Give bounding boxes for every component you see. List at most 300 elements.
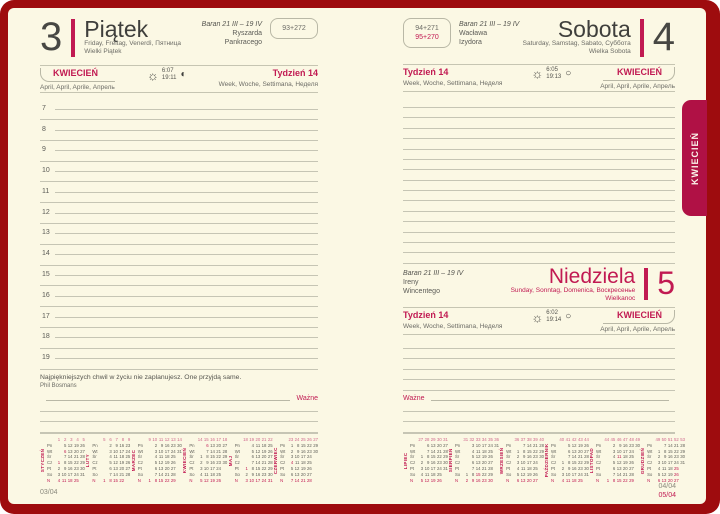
diary-paper bbox=[8, 8, 706, 504]
mini-day-cell: 19 bbox=[210, 478, 215, 484]
mini-month bbox=[131, 437, 182, 484]
mini-day-row bbox=[235, 478, 273, 484]
week-number: 4 bbox=[76, 436, 79, 442]
mini-day-cell: 29 bbox=[680, 448, 685, 454]
accent-bar bbox=[71, 19, 75, 57]
week-column bbox=[403, 67, 502, 87]
mini-day-cell: 16 bbox=[475, 478, 481, 484]
mini-month-grid bbox=[138, 437, 182, 484]
mini-day-cell: 23 bbox=[261, 472, 267, 478]
holiday-label: Wielka Sobota bbox=[588, 48, 631, 55]
mini-day-cell: 23 bbox=[307, 448, 312, 454]
mini-day-cell: 6 bbox=[567, 448, 571, 454]
day-label: Wt bbox=[137, 448, 143, 454]
day-label: Śr bbox=[647, 454, 652, 460]
mini-month-grid bbox=[47, 437, 85, 484]
mini-day-cell: 3 bbox=[200, 466, 203, 472]
mini-day-cell: 19 bbox=[526, 472, 532, 478]
mini-day-cell: 17 bbox=[164, 448, 170, 454]
hour-line bbox=[40, 162, 318, 175]
mini-day-cell: 3 bbox=[154, 448, 158, 454]
mini-day-cell: 17 bbox=[210, 466, 215, 472]
mini-day-cell: 14 bbox=[526, 442, 532, 448]
week-number: 34 bbox=[481, 436, 487, 442]
mini-day-cell: 25 bbox=[629, 454, 634, 460]
day-name: Niedziela bbox=[548, 264, 636, 288]
important-row bbox=[403, 391, 675, 402]
mini-day-cell: 8 bbox=[63, 460, 67, 466]
mini-day-cell: 23 bbox=[533, 454, 538, 460]
week-number: 48 bbox=[629, 436, 634, 442]
week-label: Tydzień 14 bbox=[403, 66, 449, 77]
week-number: 11 bbox=[158, 436, 164, 442]
week-number: 27 bbox=[418, 436, 424, 442]
mini-day-cell: 2 bbox=[420, 460, 424, 466]
week-number: 36 bbox=[494, 436, 500, 442]
mini-day-cell: 18 bbox=[119, 454, 125, 460]
mini-day-cell: 9 bbox=[664, 454, 667, 460]
day-label: Cz bbox=[506, 460, 512, 466]
mini-day-cell: 10 bbox=[61, 472, 67, 478]
hour-line bbox=[40, 286, 318, 299]
mini-day-cell: 31 bbox=[443, 466, 448, 472]
mini-month-grid bbox=[647, 437, 685, 484]
week-number: 15 bbox=[203, 436, 209, 442]
hour-label: 11 bbox=[42, 187, 50, 195]
mini-day-cell: 24 bbox=[629, 448, 634, 454]
mini-month-name: LIPIEC bbox=[403, 452, 408, 469]
week-number: 7 bbox=[115, 436, 118, 442]
mini-day-cell: 27 bbox=[674, 478, 679, 484]
mini-day-cell: 12 bbox=[113, 460, 118, 466]
week-number: 26 bbox=[307, 436, 312, 442]
mini-day-cell: 20 bbox=[436, 442, 442, 448]
mini-day-cell: 8 bbox=[612, 478, 616, 484]
half-hour-line bbox=[40, 131, 318, 141]
name-day: Ireny bbox=[403, 278, 419, 286]
month-column bbox=[600, 67, 675, 90]
mini-day-cell bbox=[312, 478, 318, 484]
mini-day-cell: 5 bbox=[109, 460, 112, 466]
mini-day-cell: 28 bbox=[267, 460, 273, 466]
mini-day-cell: 25 bbox=[533, 466, 538, 472]
week-number: 24 bbox=[294, 436, 300, 442]
mini-day-cell: 5 bbox=[612, 460, 616, 466]
mini-day-cell: 2 bbox=[465, 478, 469, 484]
day-label: So bbox=[595, 472, 602, 478]
mini-day-cell: 12 bbox=[158, 460, 164, 466]
mini-day-cell: 13 bbox=[158, 466, 164, 472]
mini-day-cell: 24 bbox=[533, 460, 538, 466]
mini-day-cell: 17 bbox=[481, 442, 487, 448]
accent-bar bbox=[644, 268, 648, 300]
day-label: Wt bbox=[47, 448, 53, 454]
mini-month-name: SIERPIEŃ bbox=[447, 448, 453, 473]
half-hour-line bbox=[40, 297, 318, 307]
zodiac-label: Baran 21 III – 19 IV bbox=[201, 21, 262, 28]
mini-day-cell: 21 bbox=[261, 460, 267, 466]
mini-day-cell: 20 bbox=[667, 478, 673, 484]
mini-day-cell: 30 bbox=[177, 442, 182, 448]
mini-day-cell: 7 bbox=[290, 478, 294, 484]
mini-day-cell: 5 bbox=[251, 448, 255, 454]
important-label: Ważne bbox=[403, 394, 425, 402]
mini-day-cell: 25 bbox=[267, 442, 273, 448]
mini-day-cell: 8 bbox=[426, 454, 430, 460]
mini-day-cell: 23 bbox=[170, 442, 176, 448]
mini-day-row bbox=[410, 478, 448, 484]
mini-day-cell: 9 bbox=[471, 478, 475, 484]
day-label: Pn bbox=[47, 442, 53, 448]
day-label: Pn bbox=[506, 442, 512, 448]
mini-day-cell: 30 bbox=[443, 460, 448, 466]
week-number: 1 bbox=[57, 436, 61, 442]
mini-month-name: STYCZEŃ bbox=[40, 448, 45, 473]
mini-day-cell: 24 bbox=[436, 466, 442, 472]
important-label: Ważne bbox=[296, 394, 318, 402]
important-line bbox=[431, 400, 669, 401]
week-number: 42 bbox=[571, 436, 577, 442]
mini-day-cell: 25 bbox=[125, 454, 131, 460]
month-tab: KWIECIEŃ bbox=[603, 310, 675, 324]
mini-day-cell: 30 bbox=[313, 448, 318, 454]
mini-day-cell: 17 bbox=[119, 448, 125, 454]
mini-day-cell: 14 bbox=[430, 448, 436, 454]
mini-day-cell: 5 bbox=[516, 472, 520, 478]
mini-day-cell: 24 bbox=[674, 460, 679, 466]
week-number: 30 bbox=[436, 436, 442, 442]
mini-day-cell: 11 bbox=[158, 454, 164, 460]
week-number: 37 bbox=[520, 436, 526, 442]
mini-day-cell: 25 bbox=[674, 466, 679, 472]
hour-label: 14 bbox=[42, 250, 50, 258]
mini-day-cell: 2 bbox=[245, 472, 248, 478]
mini-day-cell: 20 bbox=[164, 466, 170, 472]
day-label: So bbox=[506, 472, 512, 478]
mini-day-cell: 2 bbox=[612, 442, 616, 448]
mini-day-cell: 31 bbox=[680, 460, 685, 466]
mini-day-cell: 24 bbox=[488, 442, 493, 448]
mini-day-cell: 3 bbox=[561, 472, 565, 478]
mini-day-cell: 24 bbox=[73, 472, 79, 478]
mini-day-cell: 20 bbox=[622, 466, 628, 472]
mini-day-cell: 4 bbox=[420, 472, 424, 478]
mini-day-cell: 23 bbox=[125, 442, 131, 448]
week-number: 49 bbox=[635, 436, 641, 442]
mini-day-cell: 22 bbox=[216, 454, 222, 460]
hour-label: 17 bbox=[42, 312, 50, 320]
mini-day-cell: 18 bbox=[571, 478, 577, 484]
mini-day-cell: 8 bbox=[109, 478, 112, 484]
mini-day-cell: 24 bbox=[577, 472, 583, 478]
mini-day-cell: 12 bbox=[203, 478, 209, 484]
week-number: 31 bbox=[463, 436, 469, 442]
mini-day-cell: 21 bbox=[622, 472, 628, 478]
mini-day-cell: 12 bbox=[661, 472, 667, 478]
week-number: 53 bbox=[680, 436, 685, 442]
week-number: 25 bbox=[300, 436, 306, 442]
mini-day-cell: 15 bbox=[616, 478, 622, 484]
mini-day-cell: 3 bbox=[471, 442, 475, 448]
mini-day-cell: 3 bbox=[420, 466, 424, 472]
day-label: N bbox=[234, 478, 238, 484]
mini-day-cell: 24 bbox=[125, 448, 131, 454]
day-label: Śr bbox=[234, 454, 239, 460]
hour-label: 19 bbox=[42, 354, 50, 362]
mini-day-cell: 2 bbox=[57, 466, 61, 472]
day-number: 5 bbox=[657, 264, 675, 301]
moon-phase-icon: ○ bbox=[565, 311, 572, 323]
hour-line bbox=[40, 182, 318, 195]
mini-day-row bbox=[189, 478, 227, 484]
mini-day-cell: 24 bbox=[307, 454, 312, 460]
mini-day-cell: 1 bbox=[148, 478, 151, 484]
mini-month-grid bbox=[280, 437, 318, 484]
mini-day-cell: 29 bbox=[222, 454, 228, 460]
mini-day-cell: 5 bbox=[200, 478, 203, 484]
ruled-line bbox=[403, 129, 675, 139]
week-number: 40 bbox=[539, 436, 544, 442]
mini-day-cell: 21 bbox=[164, 472, 170, 478]
month-translations: April, April, Aprile, Апрель bbox=[40, 84, 115, 92]
hour-line bbox=[40, 349, 318, 362]
mini-day-cell: 2 bbox=[657, 454, 661, 460]
week-number: 9 bbox=[148, 436, 151, 442]
ruled-line bbox=[403, 212, 675, 222]
mini-day-cell: 11 bbox=[424, 472, 430, 478]
mini-day-cell: 6 bbox=[471, 460, 475, 466]
week-number: 44 bbox=[584, 436, 589, 442]
mini-day-cell: 10 bbox=[661, 460, 667, 466]
mini-day-cell: 19 bbox=[577, 442, 583, 448]
mini-day-cell: 31 bbox=[177, 448, 182, 454]
month-week-row bbox=[403, 307, 675, 335]
sunset-time: 19:14 bbox=[546, 317, 562, 324]
mini-day-cell: 8 bbox=[206, 454, 209, 460]
day-label: Wt bbox=[551, 448, 557, 454]
hour-label: 15 bbox=[42, 271, 50, 278]
mini-day-cell: 18 bbox=[67, 478, 73, 484]
mini-day-cell: 18 bbox=[164, 454, 170, 460]
mini-day-cell: 4 bbox=[109, 454, 112, 460]
half-hour-line bbox=[40, 193, 318, 203]
hour-line bbox=[40, 224, 318, 237]
mini-day-cell: 15 bbox=[667, 448, 673, 454]
mini-day-cell: 11 bbox=[565, 478, 571, 484]
mini-day-cell bbox=[176, 478, 182, 484]
mini-day-cell: 9 bbox=[206, 460, 209, 466]
mini-day-cell: 1 bbox=[200, 454, 203, 460]
mini-day-cell: 1 bbox=[465, 472, 469, 478]
mini-day-cell: 4 bbox=[471, 448, 475, 454]
mini-day-cell: 26 bbox=[488, 454, 493, 460]
day-name: Sobota bbox=[557, 16, 631, 42]
mini-month bbox=[85, 437, 130, 484]
hour-line bbox=[40, 266, 318, 276]
mini-day-cell: 5 bbox=[567, 442, 571, 448]
day-label: Pn bbox=[647, 442, 653, 448]
day-label: Pt bbox=[454, 466, 459, 472]
mini-day-cell: 19 bbox=[119, 460, 125, 466]
mini-day-cell: 22 bbox=[307, 442, 312, 448]
mini-day-cell: 13 bbox=[520, 478, 526, 484]
month-column bbox=[40, 68, 115, 91]
mini-day-cell: 15 bbox=[158, 478, 164, 484]
mini-day-cell: 25 bbox=[488, 448, 493, 454]
mini-day-cell: 17 bbox=[255, 478, 261, 484]
day-label: So bbox=[234, 472, 240, 478]
page-saturday-sunday bbox=[403, 15, 685, 484]
mini-day-cell: 13 bbox=[67, 448, 73, 454]
hour-label: 18 bbox=[42, 333, 50, 341]
mini-day-cell: 6 bbox=[426, 442, 430, 448]
mini-day-cell: 27 bbox=[222, 442, 228, 448]
mini-month-grid bbox=[189, 437, 227, 484]
mini-day-cell: 25 bbox=[307, 460, 312, 466]
hour-grid bbox=[40, 99, 318, 369]
mini-day-cell: 18 bbox=[481, 448, 487, 454]
mini-day-cell: 7 bbox=[664, 442, 667, 448]
mini-month-grid bbox=[551, 437, 589, 484]
week-number: 43 bbox=[577, 436, 583, 442]
day-label: Cz bbox=[137, 460, 144, 466]
mini-day-cell: 12 bbox=[67, 442, 73, 448]
day-label: Wt bbox=[647, 448, 653, 454]
mini-day-cell: 26 bbox=[267, 448, 273, 454]
mini-day-cell: 30 bbox=[584, 466, 589, 472]
mini-day-cell: 11 bbox=[294, 460, 300, 466]
mini-day-cell: 9 bbox=[63, 466, 67, 472]
mini-day-cell: 1 bbox=[57, 460, 61, 466]
mini-day-cell: 18 bbox=[667, 466, 673, 472]
day-label: N bbox=[410, 478, 414, 484]
mini-day-cell: 3 bbox=[657, 460, 661, 466]
half-hour-line bbox=[40, 172, 318, 182]
month-side-tab[interactable] bbox=[682, 100, 707, 216]
day-translations: Sunday, Sonntag, Domenica, Воскресенье bbox=[510, 286, 636, 294]
sunset-time: 19:11 bbox=[161, 75, 177, 82]
ruled-line bbox=[403, 370, 675, 380]
mini-day-cell: 26 bbox=[125, 460, 131, 466]
page-number-right: 04/04 05/04 bbox=[658, 483, 676, 499]
day-label: Pn bbox=[234, 442, 240, 448]
mini-day-cell: 25 bbox=[216, 472, 222, 478]
month-tab: KWIECIEŃ bbox=[603, 67, 675, 81]
week-number: 40 bbox=[559, 436, 565, 442]
mini-day-cell: 22 bbox=[73, 460, 79, 466]
mini-day-cell: 5 bbox=[154, 460, 158, 466]
mini-day-cell: 16 bbox=[571, 466, 577, 472]
zodiac-namedays bbox=[403, 267, 463, 296]
mini-day-cell: 7 bbox=[206, 448, 209, 454]
mini-day-cell: 16 bbox=[667, 454, 673, 460]
mini-day-cell: 7 bbox=[567, 454, 571, 460]
day-label: So bbox=[551, 472, 557, 478]
ruled-line bbox=[403, 243, 675, 253]
mini-day-cell: 21 bbox=[119, 472, 125, 478]
day-label: Pt bbox=[595, 466, 600, 472]
week-number: 8 bbox=[121, 436, 125, 442]
mini-day-cell: 15 bbox=[67, 460, 73, 466]
mini-day-cell: 7 bbox=[612, 472, 616, 478]
day-label: N bbox=[189, 478, 193, 484]
hour-label: 16 bbox=[42, 291, 50, 299]
mini-day-cell: 21 bbox=[436, 448, 442, 454]
mini-day-cell: 5 bbox=[471, 454, 475, 460]
mini-day-cell: 3 bbox=[109, 448, 112, 454]
mini-day-cell: 21 bbox=[300, 478, 306, 484]
mini-day-row bbox=[138, 478, 182, 484]
mini-day-cell: 26 bbox=[216, 478, 222, 484]
day-label: Pt bbox=[410, 466, 415, 472]
mini-day-cell: 13 bbox=[571, 448, 577, 454]
mini-day-cell: 26 bbox=[80, 442, 85, 448]
week-number: 19 bbox=[249, 436, 255, 442]
ruled-line bbox=[403, 170, 675, 180]
week-number: 33 bbox=[475, 436, 481, 442]
mini-day-cell: 13 bbox=[255, 454, 261, 460]
ruled-line bbox=[403, 139, 675, 149]
page-number-left: 03/04 bbox=[40, 489, 58, 496]
week-number: 47 bbox=[622, 436, 628, 442]
mini-day-cell: 17 bbox=[571, 472, 577, 478]
mini-day-cell: 15 bbox=[113, 478, 118, 484]
mini-day-cell: 14 bbox=[255, 460, 261, 466]
day-label: Wt bbox=[92, 448, 98, 454]
mini-day-cell: 1 bbox=[516, 448, 520, 454]
mini-day-cell: 2 bbox=[109, 442, 112, 448]
quote-block bbox=[40, 374, 318, 391]
mini-month bbox=[228, 437, 273, 484]
ruled-line bbox=[40, 412, 318, 422]
mini-day-cell bbox=[679, 478, 685, 484]
week-number: 20 bbox=[255, 436, 261, 442]
ruled-line bbox=[403, 412, 675, 422]
mini-day-cell: 14 bbox=[294, 478, 300, 484]
week-number: 14 bbox=[197, 436, 203, 442]
notes-lines bbox=[40, 402, 318, 433]
day-label: N bbox=[595, 478, 600, 484]
day-label: Śr bbox=[506, 454, 511, 460]
mini-day-cell: 3 bbox=[516, 460, 520, 466]
mini-day-cell: 2 bbox=[516, 454, 520, 460]
mini-day-cell: 27 bbox=[307, 472, 312, 478]
week-number: 41 bbox=[565, 436, 571, 442]
hour-label: 9 bbox=[42, 146, 46, 154]
mini-day-cell: 30 bbox=[80, 466, 85, 472]
mini-day-cell: 29 bbox=[80, 460, 85, 466]
mini-day-cell: 2 bbox=[154, 442, 158, 448]
mini-day-cell: 12 bbox=[475, 454, 481, 460]
mini-day-cell: 24 bbox=[261, 478, 267, 484]
day-label: Cz bbox=[595, 460, 602, 466]
mini-day-cell: 6 bbox=[612, 466, 616, 472]
mini-day-cell: 5 bbox=[657, 472, 661, 478]
day-label: Wt bbox=[506, 448, 512, 454]
mini-day-cell: 6 bbox=[290, 472, 294, 478]
mini-day-cell: 1 bbox=[290, 442, 294, 448]
mini-day-cell: 17 bbox=[67, 472, 73, 478]
mini-day-cell: 19 bbox=[667, 472, 673, 478]
mini-day-cell: 3 bbox=[245, 478, 248, 484]
day-label: N bbox=[92, 478, 96, 484]
mini-month bbox=[544, 437, 589, 484]
mini-day-cell: 16 bbox=[622, 442, 628, 448]
mini-day-cell: 9 bbox=[251, 472, 255, 478]
week-number: 2 bbox=[63, 436, 67, 442]
half-hour-line bbox=[40, 214, 318, 224]
mini-day-cell: 16 bbox=[430, 460, 436, 466]
